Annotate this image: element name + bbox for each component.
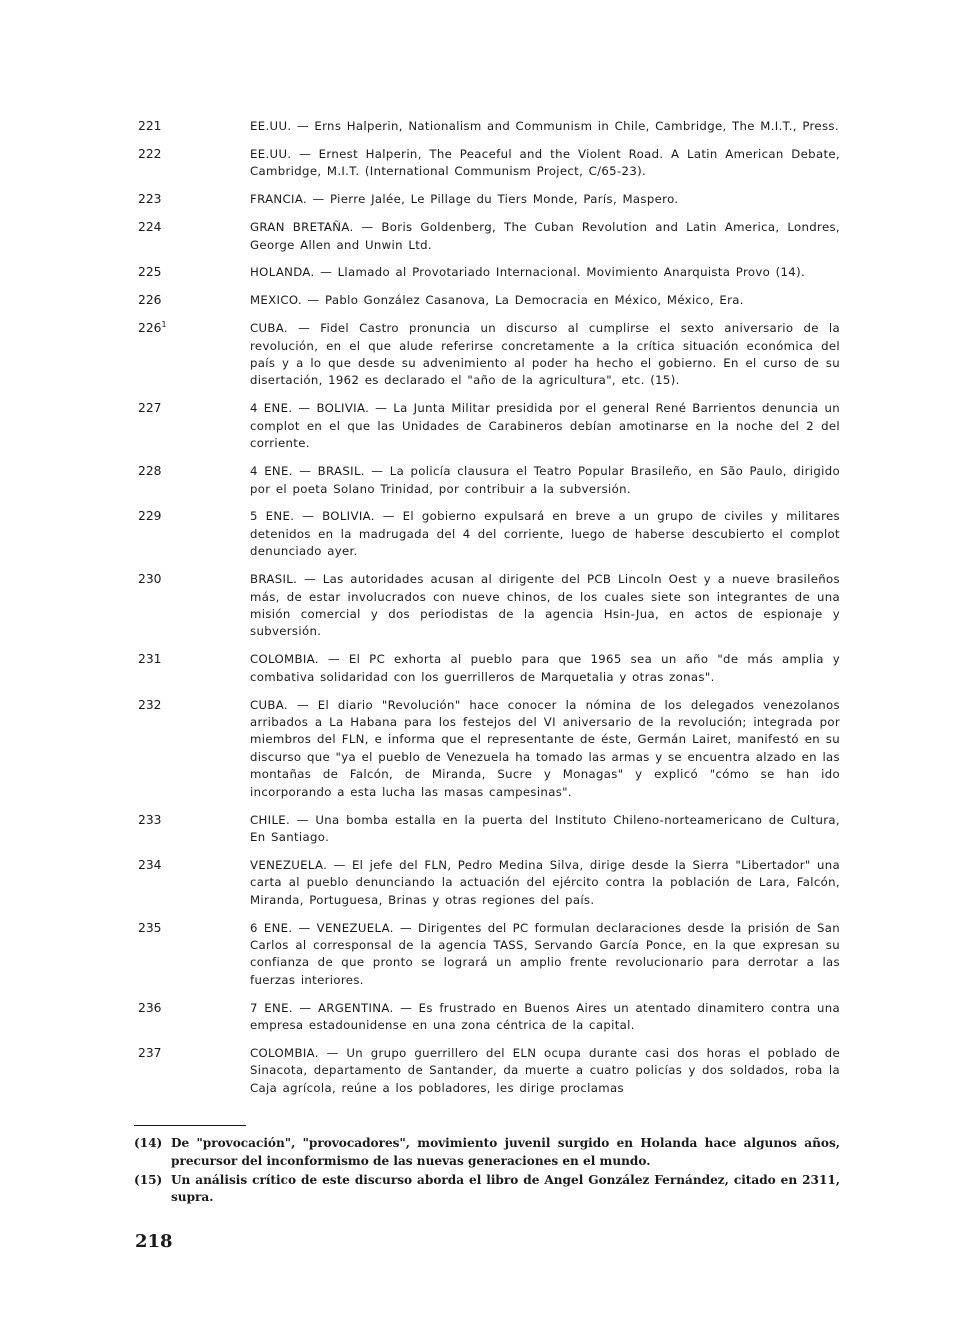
footnote-text: Un análisis crítico de este discurso aborda el libro de Angel González Fernández, citado en 2311, supra.	[171, 1172, 840, 1205]
entry-text: CUBA. — Fidel Castro pronuncia un discurso al cumplirse el sexto aniversario de la revolución, en el que alude referirse concretamente a la crítica situación económica del país y a lo que desde su advenimiento al poder ha hecho el gobierno. En el curso de su disertación, 1962 es declarado el "año de la agricultura", etc. (15).	[250, 321, 840, 388]
entry-number	[138, 812, 250, 847]
entry-number-value: 226	[138, 321, 162, 336]
entry-row	[138, 463, 840, 498]
entry-number	[138, 571, 250, 641]
entry-number	[138, 920, 250, 990]
entry-number-value: 224	[138, 220, 162, 235]
entry-number-value: 231	[138, 652, 162, 667]
entry-text: CHILE. — Una bomba estalla en la puerta del Instituto Chileno-norteamericano de Cultura, En Santiago.	[250, 812, 840, 844]
entry-row	[138, 219, 840, 254]
entry-number-value: 236	[138, 1000, 162, 1015]
chronology-entries	[138, 118, 840, 1108]
entry-number	[138, 264, 250, 281]
entry-row	[138, 146, 840, 181]
entry-number-value: 237	[138, 1045, 162, 1060]
entry-row	[138, 697, 840, 801]
entry-text: EE.UU. — Erns Halperin, Nationalism and Communism in Chile, Cambridge, The M.I.T., Press.	[250, 119, 839, 133]
entry-text: MEXICO. — Pablo González Casanova, La Democracia en México, México, Era.	[250, 293, 744, 308]
entry-number	[138, 118, 250, 135]
entry-number-value: 233	[138, 812, 162, 827]
entry-row	[138, 320, 840, 390]
entry-row	[138, 1045, 840, 1097]
entry-number	[138, 146, 250, 181]
entry-text: HOLANDA. — Llamado al Provotariado Internacional. Movimiento Anarquista Provo (14).	[250, 265, 806, 280]
entry-text: BRASIL. — Las autoridades acusan al dirigente del PCB Lincoln Oest y a nueve brasileños más, de estar involucrados con nueve chinos, de los cuales siete son integrantes de una misión comercial y dos periodistas de la agencia Hsin-Jua, en actos de espionaje y subversión.	[250, 572, 840, 639]
entry-row	[138, 508, 840, 560]
entry-number-value: 225	[138, 265, 162, 280]
entry-number	[138, 508, 250, 560]
entry-text: 4 ENE. — BRASIL. — La policía clausura el Teatro Popular Brasileño, en São Paulo, dirigido por el poeta Solano Trinidad, por contribuir a la subversión.	[250, 464, 840, 496]
footnote-label: (14)	[134, 1136, 163, 1150]
entry-row	[138, 118, 840, 135]
entry-text: GRAN BRETAÑA. — Boris Goldenberg, The Cuban Revolution and Latin America, Londres, George Allen and Unwin Ltd.	[250, 220, 840, 252]
entry-number	[138, 320, 250, 390]
entry-row	[138, 292, 840, 309]
entry-number	[138, 191, 250, 208]
entry-number-value: 226	[138, 293, 162, 308]
entry-text: VENEZUELA. — El jefe del FLN, Pedro Medina Silva, dirige desde la Sierra "Libertador" una carta al pueblo denunciando la actuación del ejército contra la población de Lara, Falcón, Miranda, Portuguesa, Brinas y otras regiones del país.	[250, 857, 840, 907]
entry-number	[138, 697, 250, 801]
entry-text: 4 ENE. — BOLIVIA. — La Junta Militar presidida por el general René Barrientos denuncia un complot en el que las Unidades de Carabineros debían amotinarse en la noche del 2 del corriente.	[250, 401, 840, 451]
entry-number-value: 232	[138, 697, 162, 712]
footnote-separator	[134, 1125, 246, 1126]
entry-text: EE.UU. — Ernest Halperin, The Peaceful and the Violent Road. A Latin American Debate, Cambridge, M.I.T. (International Communism Project, C/65-23).	[250, 146, 840, 179]
entry-row	[138, 571, 840, 641]
entry-number	[138, 1000, 250, 1035]
entry-row	[138, 264, 840, 281]
entry-number-value: 234	[138, 857, 162, 872]
entry-number-value: 229	[138, 509, 162, 524]
entry-row	[138, 1000, 840, 1035]
entry-number-value: 230	[138, 572, 162, 587]
entry-row	[138, 191, 840, 208]
entry-number-superscript: 1	[161, 320, 167, 330]
page-number: 218	[135, 1231, 173, 1252]
entry-text: CUBA. — El diario "Revolución" hace conocer la nómina de los delegados venezolanos arribados a La Habana para los festejos del VI aniversario de la revolución; integrada por miembros del FLN, e informa que el representante de éste, Germán Lairet, manifestó en su discurso que "ya el pueblo de Venezuela ha tomado las armas y se encuentra alzado en las montañas de Falcón, de Miranda, Sucre y Monagas" y explicó "cómo se han ido incorporando a esta lucha las masas campesinas".	[250, 697, 840, 799]
entry-number	[138, 292, 250, 309]
entry-row	[138, 812, 840, 847]
entry-text: 6 ENE. — VENEZUELA. — Dirigentes del PC formulan declaraciones desde la prisión de San Carlos al corresponsal de la agencia TASS, Servando García Ponce, en la que expresan su confianza de que pronto se logrará un amplio frente revolucionario para derrotar a las fuerzas interiores.	[250, 920, 840, 987]
footnotes	[134, 1135, 840, 1208]
entry-number-value: 222	[138, 146, 162, 161]
entry-number	[138, 1045, 250, 1097]
entry-text: 7 ENE. — ARGENTINA. — Es frustrado en Buenos Aires un atentado dinamitero contra una empresa estadounidense en una zona céntrica de la capital.	[250, 1000, 840, 1033]
entry-number-value: 228	[138, 464, 162, 479]
entry-row	[138, 920, 840, 990]
entry-text: FRANCIA. — Pierre Jalée, Le Pillage du Tiers Monde, París, Maspero.	[250, 192, 679, 207]
entry-text: COLOMBIA. — El PC exhorta al pueblo para que 1965 sea un año "de más amplia y combativa solidaridad con los guerrilleros de Marquetalia y otras zonas".	[250, 652, 840, 684]
entry-number	[138, 463, 250, 498]
entry-number	[138, 400, 250, 452]
entry-text: 5 ENE. — BOLIVIA. — El gobierno expulsará en breve a un grupo de civiles y militares detenidos en la madrugada del 4 del corriente, luego de haberse descubierto el complot denunciado ayer.	[250, 509, 840, 559]
entry-row	[138, 857, 840, 909]
entry-number	[138, 651, 250, 686]
entry-number-value: 227	[138, 401, 162, 416]
entry-text: COLOMBIA. — Un grupo guerrillero del ELN ocupa durante casi dos horas el poblado de Sinacota, departamento de Santander, da muerte a cuatro policías y dos soldados, roba la Caja agrícola, reúne a los pobladores, les dirige proclamas	[250, 1045, 840, 1095]
footnote-label: (15)	[134, 1172, 163, 1187]
entry-number	[138, 857, 250, 909]
entry-number-value: 235	[138, 920, 162, 935]
entry-row	[138, 400, 840, 452]
footnote	[134, 1172, 840, 1208]
entry-number	[138, 219, 250, 254]
entry-number-value: 221	[138, 119, 162, 133]
entry-number-value: 223	[138, 192, 162, 207]
footnote	[134, 1135, 840, 1171]
entry-row	[138, 651, 840, 686]
footnote-text: De "provocación", "provocadores", movimiento juvenil surgido en Holanda hace algunos años, precursor del inconformismo de las nuevas generaciones en el mundo.	[171, 1136, 840, 1168]
